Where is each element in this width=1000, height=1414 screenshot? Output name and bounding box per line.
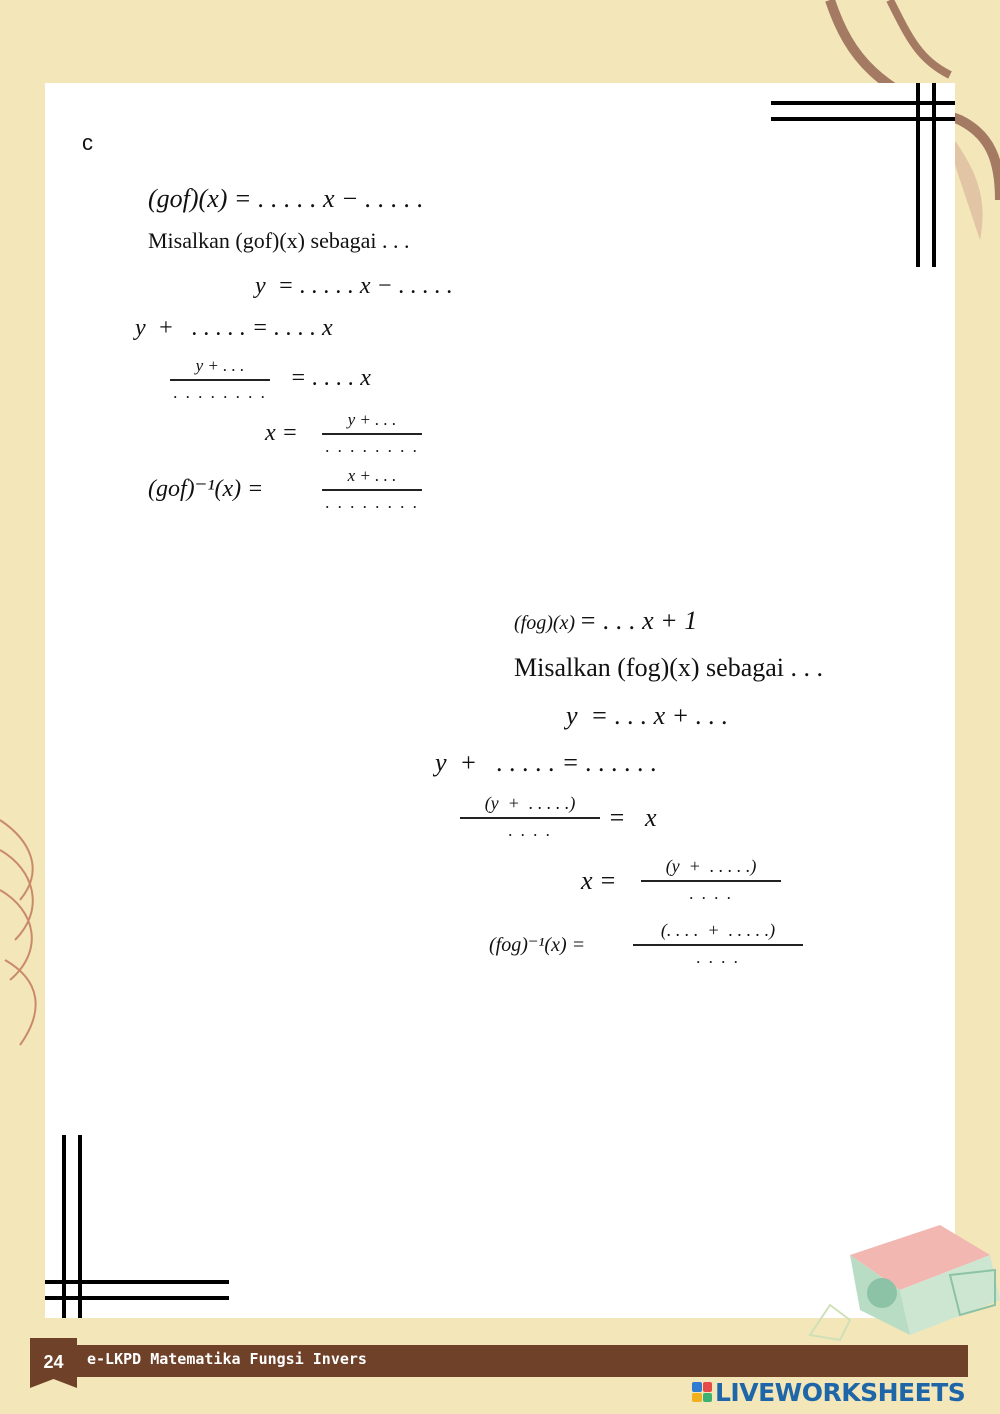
- fog-line6-numerator: (y + . . . . .): [665, 856, 757, 876]
- corner-frame-bottom-left-line4: [78, 1135, 82, 1318]
- fog-line6-lhs: x =: [581, 866, 617, 895]
- fog-line7-denominator: . . . .: [696, 948, 740, 967]
- gof-line6-numerator: y + . . .: [347, 410, 397, 429]
- fog-line6-fraction[interactable]: [641, 856, 781, 904]
- corner-frame-top-right: [771, 101, 955, 105]
- gof-line1: [148, 186, 424, 212]
- gof-line5-denominator: . . . . . . . .: [173, 383, 267, 402]
- worksheet-page: [45, 83, 955, 1318]
- fog-line7-fraction[interactable]: [633, 920, 803, 968]
- gof-line7-numerator: x + . . .: [347, 466, 397, 485]
- fog-line5-fraction[interactable]: [460, 793, 600, 841]
- corner-frame-bottom-left-line3: [62, 1135, 66, 1318]
- fog-line1: [514, 608, 697, 634]
- fog-line3[interactable]: y = . . . x + . . .: [566, 701, 729, 730]
- fog-line1-blank[interactable]: = . . . x + 1: [579, 606, 698, 635]
- decorative-left-scribbles: [0, 810, 50, 1050]
- corner-frame-bottom-left-line2: [45, 1296, 229, 1300]
- gof-line3[interactable]: y = . . . . . x − . . . . .: [255, 273, 453, 299]
- gof-line5-numerator: y + . . .: [195, 356, 245, 375]
- gof-line7-lhs: (gof)⁻¹(x) =: [148, 476, 264, 502]
- liveworksheets-logo[interactable]: [692, 1378, 992, 1406]
- footer-title: e-LKPD Matematika Fungsi Invers: [87, 1350, 367, 1368]
- gof-line1-lhs: (gof)(x) =: [148, 184, 252, 213]
- fog-line5-rhs[interactable]: = x: [608, 803, 657, 832]
- fog-line6-denominator: . . . .: [689, 884, 733, 903]
- gof-line5-fraction[interactable]: [170, 356, 270, 403]
- fog-line5-denominator: . . . .: [508, 821, 552, 840]
- liveworksheets-logo-icon: [692, 1382, 712, 1402]
- fog-line4[interactable]: y + . . . . . = . . . . . .: [435, 748, 658, 777]
- corner-frame-bottom-left: [45, 1280, 229, 1284]
- sharpener-illustration-icon: [790, 1215, 1000, 1345]
- gof-line5-rhs[interactable]: = . . . . x: [290, 365, 371, 391]
- gof-line6-fraction[interactable]: [322, 410, 422, 457]
- gof-line1-blank[interactable]: . . . . . x − . . . . .: [251, 184, 424, 213]
- corner-frame-top-right-line4: [932, 83, 936, 267]
- gof-line7-denominator: . . . . . . . .: [325, 493, 419, 512]
- fog-line5-numerator: (y + . . . . .): [484, 793, 576, 813]
- gof-line6-denominator: . . . . . . . .: [325, 437, 419, 456]
- fog-line1-lhs: (fog)(x): [514, 612, 576, 634]
- section-letter: c: [82, 130, 93, 155]
- fog-line2: Misalkan (fog)(x) sebagai . . .: [514, 653, 824, 682]
- fog-line7-numerator: (. . . . + . . . . .): [660, 920, 776, 940]
- gof-line4[interactable]: y + . . . . . = . . . . x: [135, 315, 333, 341]
- corner-frame-top-right-line2: [771, 117, 955, 121]
- gof-line6-lhs: x =: [265, 420, 298, 446]
- page-number: 24: [43, 1352, 64, 1372]
- fog-line7-lhs: (fog)⁻¹(x) =: [489, 934, 586, 956]
- gof-line7-fraction[interactable]: [322, 466, 422, 513]
- liveworksheets-logo-text: LIVEWORKSHEETS: [715, 1377, 966, 1407]
- corner-frame-top-right-line3: [916, 83, 920, 267]
- gof-line2: Misalkan (gof)(x) sebagai . . .: [148, 228, 410, 253]
